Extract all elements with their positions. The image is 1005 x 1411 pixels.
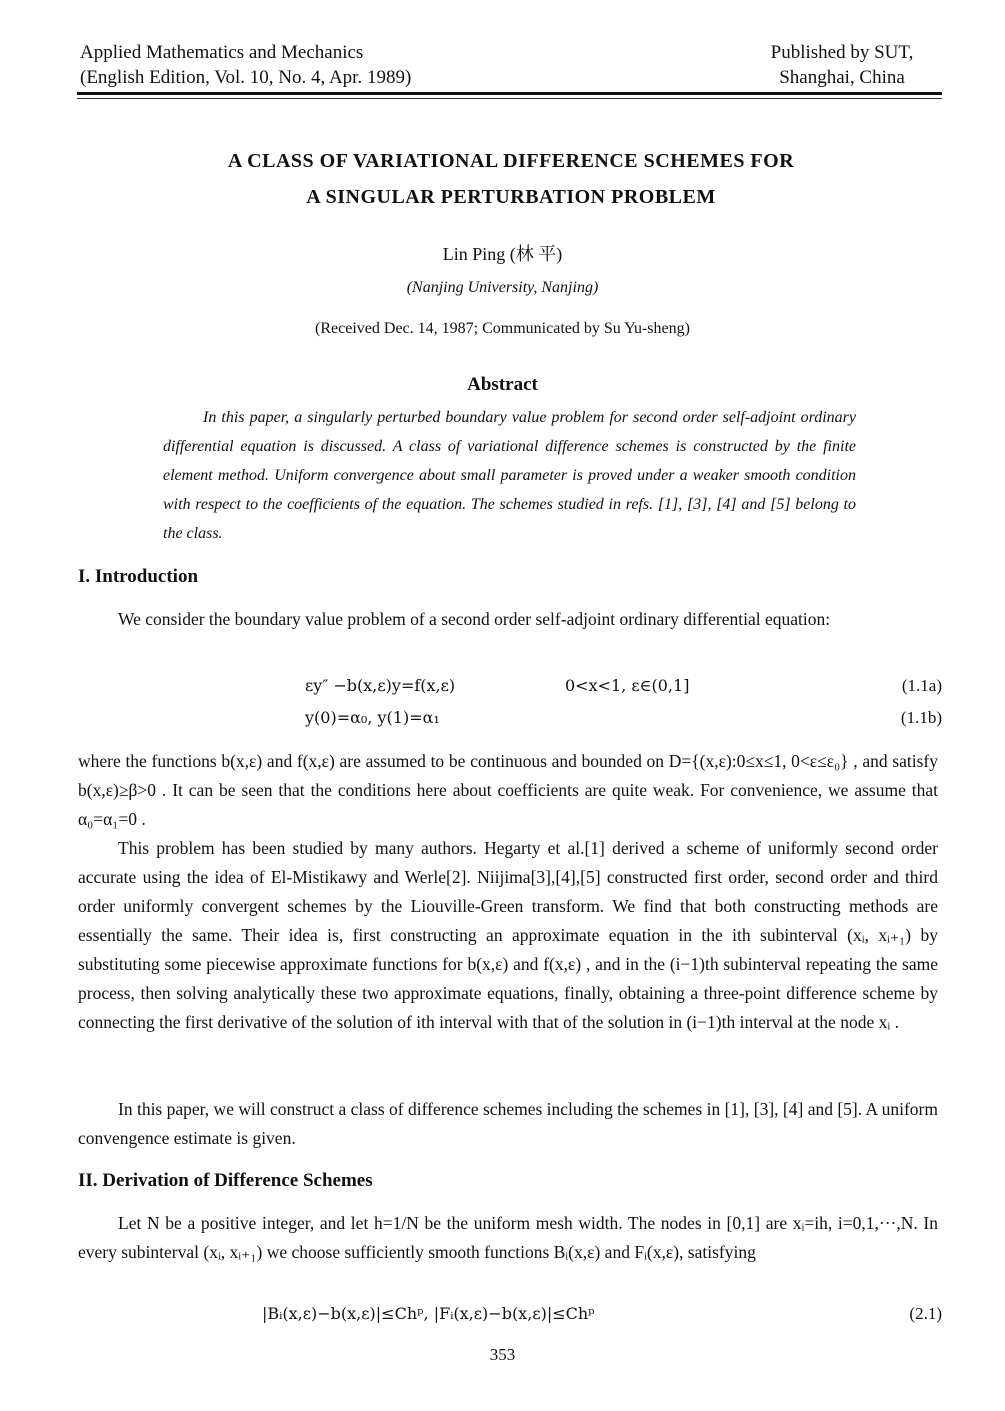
journal-name: Applied Mathematics and Mechanics [80,42,364,63]
title-line-1: A CLASS OF VARIATIONAL DIFFERENCE SCHEMES FOR [227,150,795,172]
publisher-location: Shanghai, China [779,67,905,88]
title-line-2: A SINGULAR PERTURBATION PROBLEM [306,186,716,208]
equation-1-1a-condition: 0<x<1, ε∈(0,1] [565,676,690,695]
equation-1-1b [0,708,1005,738]
section-2-paragraph-1: Let N be a positive integer, and let h=1/N be the uniform mesh width. The nodes in [0,1] are xᵢ=ih, i=0,1,···,N. In every subinterval (xᵢ, xᵢ₊₁) we choose sufficiently smooth functions Bᵢ(x,ε) and Fᵢ(x,ε), satisfying [78,1213,938,1262]
section-1-paragraph-4: In this paper, we will construct a class of difference schemes including the schemes in [1], [3], [4] and [5]. A uniform convengence estimate is given. [78,1099,938,1148]
section-1-paragraph-2: where the functions b(x,ε) and f(x,ε) are assumed to be continuous and bounded on D={(x,ε):0≤x≤1, 0<ε≤ε₀} , and satisfy b(x,ε)≥β>0 . It can be seen that the conditions here about coefficients are quite weak. For convenience, we assume that α₀=α₁=0 . [78,751,938,829]
abstract-heading: Abstract [467,374,538,395]
equation-1-1b-expression: y(0)=α₀, y(1)=α₁ [305,708,440,727]
section-1-paragraph-1: We consider the boundary value problem of a second order self-adjoint ordinary differential equation: [118,609,831,629]
equation-2-1 [0,1304,1005,1334]
equation-2-1-number: (2.1) [909,1304,942,1323]
equation-1-1a-number: (1.1a) [901,676,942,695]
received-note: (Received Dec. 14, 1987; Communicated by Su Yu-sheng) [315,320,690,337]
author-affiliation: (Nanjing University, Nanjing) [406,279,599,296]
header-rule-thin [77,98,942,99]
section-1-paragraph-3: This problem has been studied by many authors. Hegarty et al.[1] derived a scheme of uniformly second order accurate using the idea of El-Mistikawy and Werle[2]. Niijima[3],[4],[5] constructed first order, second order and third order uniformly convergent schemes by the Liouville-Green transform. We find that both constructing methods are essentially the same. Their idea is, first constructing an approximate equation in the ith subinterval (xᵢ, xᵢ₊₁) by substituting some piecewise approximate functions for b(x,ε) and f(x,ε) , and in the (i−1)th subinterval repeating the same process, then solving analytically these two approximate equations, finally, obtaining a three-point difference scheme by connecting the first derivative of the solution of ith interval with that of the solution in (i−1)th interval at the node xᵢ . [78,838,938,1032]
publisher-name: Published by SUT, [770,42,914,63]
author-name: Lin Ping (林 平) [442,244,563,264]
section-1-heading: I. Introduction [78,566,199,587]
paper-title [80,143,942,215]
equation-1-1a [0,676,1005,706]
publisher-header [742,40,942,90]
journal-header [80,40,600,90]
equation-1-1b-number: (1.1b) [900,708,942,727]
equation-2-1-expression: |Bᵢ(x,ε)−b(x,ε)|≤Chᵖ, |Fᵢ(x,ε)−b(x,ε)|≤Chᵖ [262,1304,595,1323]
section-2-heading: II. Derivation of Difference Schemes [78,1170,373,1191]
header-rule-thick [77,92,942,95]
abstract-text: In this paper, a singularly perturbed boundary value problem for second order self-adjoint ordinary differential equation is discussed. A class of variational difference schemes is constructed by the finite element method. Uniform convergence about small parameter is proved under a weaker smooth condition with respect to the coefficients of the equation. The schemes studied in refs. [1], [3], [4] and [5] belong to the class. [163,409,856,542]
journal-edition: (English Edition, Vol. 10, No. 4, Apr. 1989) [80,67,412,88]
equation-1-1a-expression: εy″ −b(x,ε)y=f(x,ε) [305,676,456,695]
page-number: 353 [489,1345,516,1364]
